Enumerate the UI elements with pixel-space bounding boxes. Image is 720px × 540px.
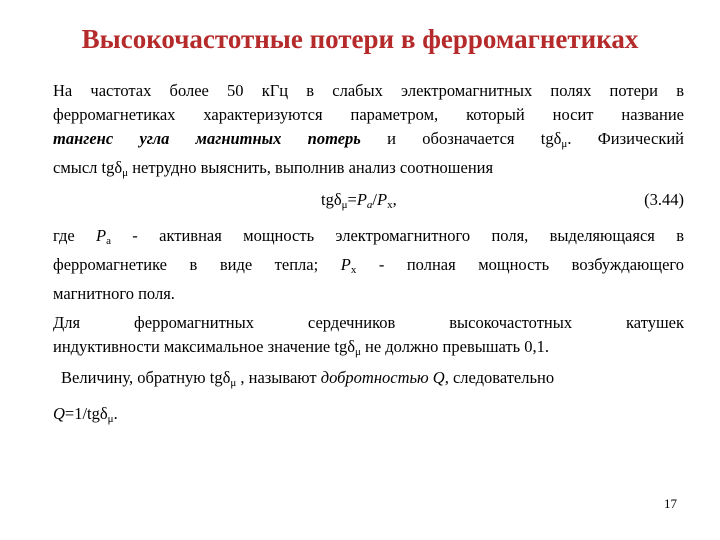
text-line <box>53 127 684 156</box>
page-number: 17 <box>664 496 677 511</box>
text-span: - полная мощность возбуждающего <box>356 255 684 274</box>
text-line <box>53 335 684 364</box>
formula-pa: P <box>356 190 367 209</box>
text-line: На частотах более 50 кГц в слабых электромагнитных полях потери в <box>53 81 684 100</box>
subscript: μ <box>354 346 361 358</box>
slide-title: Высокочастотные потери в ферромагнетиках <box>81 24 639 54</box>
formula-px: P <box>377 190 388 209</box>
text-span: индуктивности максимальное значение tgδ <box>53 337 355 356</box>
text-span: , следовательно <box>444 368 555 387</box>
text-span: =1/tgδ <box>64 404 108 423</box>
text-line: Для ферромагнитных сердечников высокочастотных катушек <box>53 313 684 332</box>
term-quality-factor: добротностью Q <box>320 368 445 387</box>
paragraph-power-definitions <box>53 224 684 306</box>
subscript: μ <box>107 413 114 425</box>
text-span: , называют <box>236 368 321 387</box>
symbol-p: P <box>340 255 351 274</box>
formula-tg: tgδ <box>321 190 342 209</box>
formula-eq: = <box>347 190 357 209</box>
formula-expression <box>321 190 397 211</box>
text-span: и обозначается tgδ <box>360 129 562 148</box>
text-span: смысл tgδ <box>53 158 123 177</box>
text-span: Величину, обратную tgδ <box>61 368 231 387</box>
formula-comma: , <box>392 190 397 209</box>
paragraph-tangent-definition <box>53 79 684 185</box>
symbol-p: P <box>96 226 107 245</box>
text-span: . <box>113 404 118 423</box>
formula-3-44 <box>53 190 684 216</box>
text-line <box>53 156 684 185</box>
equation-number: (3.44) <box>644 190 684 209</box>
subscript: a <box>366 199 373 211</box>
subscript: μ <box>122 167 129 179</box>
text-line <box>53 253 684 282</box>
subscript: x <box>387 199 393 211</box>
formula-q <box>53 404 118 425</box>
text-span: - активная мощность электромагнитного поля, выделяющаяся в <box>110 226 684 245</box>
text-span: ферромагнетике в виде тепла; <box>53 255 341 274</box>
paragraph-quality-factor <box>61 368 554 389</box>
paragraph-max-tangent <box>53 311 684 364</box>
symbol-q: Q <box>53 404 65 423</box>
subscript: μ <box>341 199 348 211</box>
subscript: μ <box>230 377 237 389</box>
text-span: не должно превышать 0,1. <box>360 337 550 356</box>
text-span: где <box>53 226 96 245</box>
text-span: нетрудно выяснить, выполнив анализ соотношения <box>128 158 494 177</box>
text-line: магнитного поля. <box>53 284 175 303</box>
text-line <box>53 224 684 253</box>
text-line: ферромагнетиках характеризуются параметром, который носит название <box>53 105 684 124</box>
text-span: . Физический <box>567 129 684 148</box>
term-loss-tangent: тангенс угла магнитных потерь <box>53 129 361 148</box>
subscript: μ <box>561 138 568 150</box>
subscript: x <box>350 264 357 276</box>
formula-slash: / <box>372 190 378 209</box>
subscript: a <box>106 235 111 247</box>
